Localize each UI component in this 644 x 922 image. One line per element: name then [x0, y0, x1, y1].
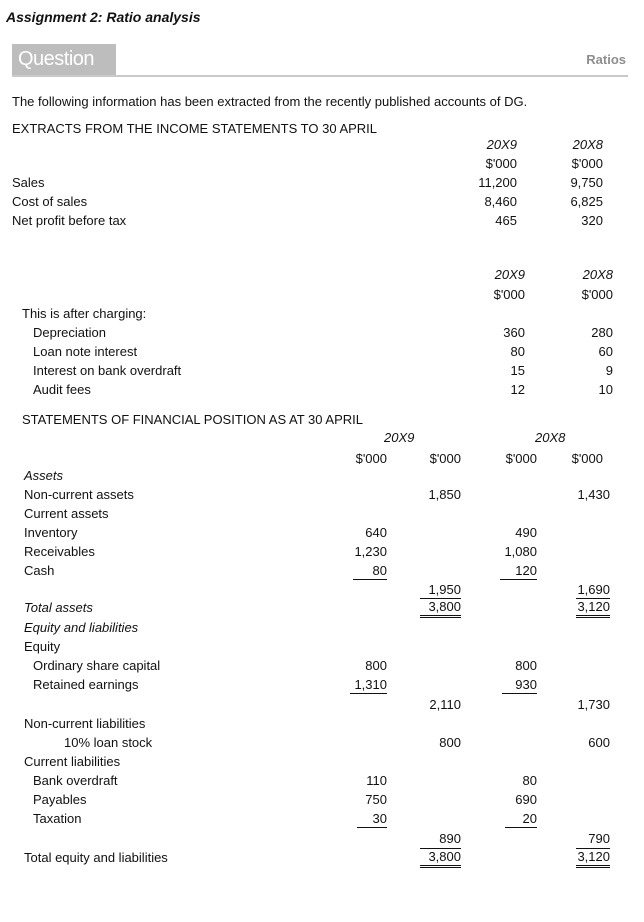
nca-value: 1,430 [577, 487, 610, 502]
page-title: Assignment 2: Ratio analysis [6, 9, 201, 25]
ca-total: 1,690 [577, 582, 610, 597]
total-eq-liab-value: 3,800 [420, 848, 461, 868]
charges-row-value: 9 [605, 363, 613, 378]
share-capital-label: Ordinary share capital [33, 658, 161, 673]
eq-liab-heading: Equity and liabilities [24, 620, 139, 635]
question-tab: Question [12, 44, 116, 75]
ncl-heading: Non-current liabilities [24, 716, 146, 731]
retained-value: 930 [502, 677, 537, 694]
income-row-value: 320 [581, 213, 603, 228]
income-heading: EXTRACTS FROM THE INCOME STATEMENTS TO 30 APRIL [12, 121, 378, 136]
payables-value: 750 [365, 792, 387, 807]
equity-total: 2,110 [429, 697, 461, 712]
income-row-value: 11,200 [478, 175, 517, 190]
total-eq-liab-label: Total equity and liabilities [24, 850, 168, 865]
cash-value: 80 [353, 563, 387, 580]
income-row-label: Sales [12, 175, 45, 190]
income-row-value: 465 [495, 213, 517, 228]
charges-row-value: 60 [598, 344, 613, 359]
equity-heading: Equity [24, 639, 61, 654]
charges-row-label: Loan note interest [33, 344, 138, 359]
charges-row-value: 280 [591, 325, 613, 340]
cash-value: 120 [500, 563, 537, 580]
charges-intro: This is after charging: [22, 306, 147, 321]
income-row-label: Net profit before tax [12, 213, 127, 228]
income-row-value: 9,750 [570, 175, 603, 190]
loan-value: 800 [439, 735, 461, 750]
charges-row-label: Interest on bank overdraft [33, 363, 182, 378]
sofp-unit: $'000 [355, 451, 387, 466]
sofp-unit: $'000 [429, 451, 461, 466]
income-unit-1: $'000 [485, 156, 517, 171]
total-assets-value: 3,800 [420, 598, 461, 618]
overdraft-value: 110 [366, 773, 387, 788]
equity-total: 1,730 [577, 697, 610, 712]
income-row-value: 6,825 [570, 194, 603, 209]
charges-row-label: Depreciation [33, 325, 106, 340]
nca-value: 1,850 [428, 487, 461, 502]
inventory-value: 490 [515, 525, 537, 540]
loan-value: 600 [588, 735, 610, 750]
total-assets-value: 3,120 [576, 598, 610, 618]
loan-label: 10% loan stock [64, 735, 153, 750]
charges-row-label: Audit fees [33, 382, 91, 397]
inventory-value: 640 [365, 525, 387, 540]
retained-value: 1,310 [350, 677, 387, 694]
sofp-year-2: 20X8 [535, 430, 566, 445]
ca-heading: Current assets [24, 506, 109, 521]
question-header-bar [12, 44, 628, 77]
charges-row-value: 360 [503, 325, 525, 340]
overdraft-label: Bank overdraft [33, 773, 118, 788]
charges-row-value: 80 [510, 344, 525, 359]
sofp-heading: STATEMENTS OF FINANCIAL POSITION AS AT 30 APRIL [22, 412, 363, 427]
section-label: Ratios [586, 52, 626, 67]
receivables-value: 1,080 [504, 544, 537, 559]
charges-row-value: 10 [598, 382, 613, 397]
sofp-unit: $'000 [571, 451, 603, 466]
cl-total: 790 [588, 831, 610, 846]
inventory-label: Inventory [24, 525, 78, 540]
overdraft-value: 80 [522, 773, 537, 788]
charges-unit-2: $'000 [581, 287, 613, 302]
charges-row-value: 15 [510, 363, 525, 378]
ca-total: 1,950 [428, 582, 461, 597]
income-year-1: 20X9 [486, 137, 517, 152]
income-unit-2: $'000 [571, 156, 603, 171]
retained-label: Retained earnings [33, 677, 139, 692]
taxation-value: 30 [357, 811, 387, 828]
assets-heading: Assets [24, 468, 64, 483]
income-year-2: 20X8 [572, 137, 603, 152]
intro-text: The following information has been extracted from the recently published accounts of DG. [12, 94, 528, 109]
cl-total: 890 [439, 831, 461, 846]
cash-label: Cash [24, 563, 55, 578]
receivables-label: Receivables [24, 544, 95, 559]
sofp-unit: $'000 [505, 451, 537, 466]
taxation-value: 20 [505, 811, 537, 828]
share-capital-value: 800 [515, 658, 537, 673]
payables-label: Payables [33, 792, 87, 807]
payables-value: 690 [515, 792, 537, 807]
cl-heading: Current liabilities [24, 754, 121, 769]
sofp-year-1: 20X9 [384, 430, 415, 445]
income-row-label: Cost of sales [12, 194, 88, 209]
income-row-value: 8,460 [484, 194, 517, 209]
charges-unit-1: $'000 [493, 287, 525, 302]
charges-year-1: 20X9 [494, 267, 525, 282]
nca-label: Non-current assets [24, 487, 134, 502]
total-eq-liab-value: 3,120 [576, 848, 610, 868]
total-assets-label: Total assets [24, 600, 93, 615]
receivables-value: 1,230 [354, 544, 387, 559]
taxation-label: Taxation [33, 811, 82, 826]
share-capital-value: 800 [365, 658, 387, 673]
charges-year-2: 20X8 [582, 267, 613, 282]
charges-row-value: 12 [510, 382, 525, 397]
